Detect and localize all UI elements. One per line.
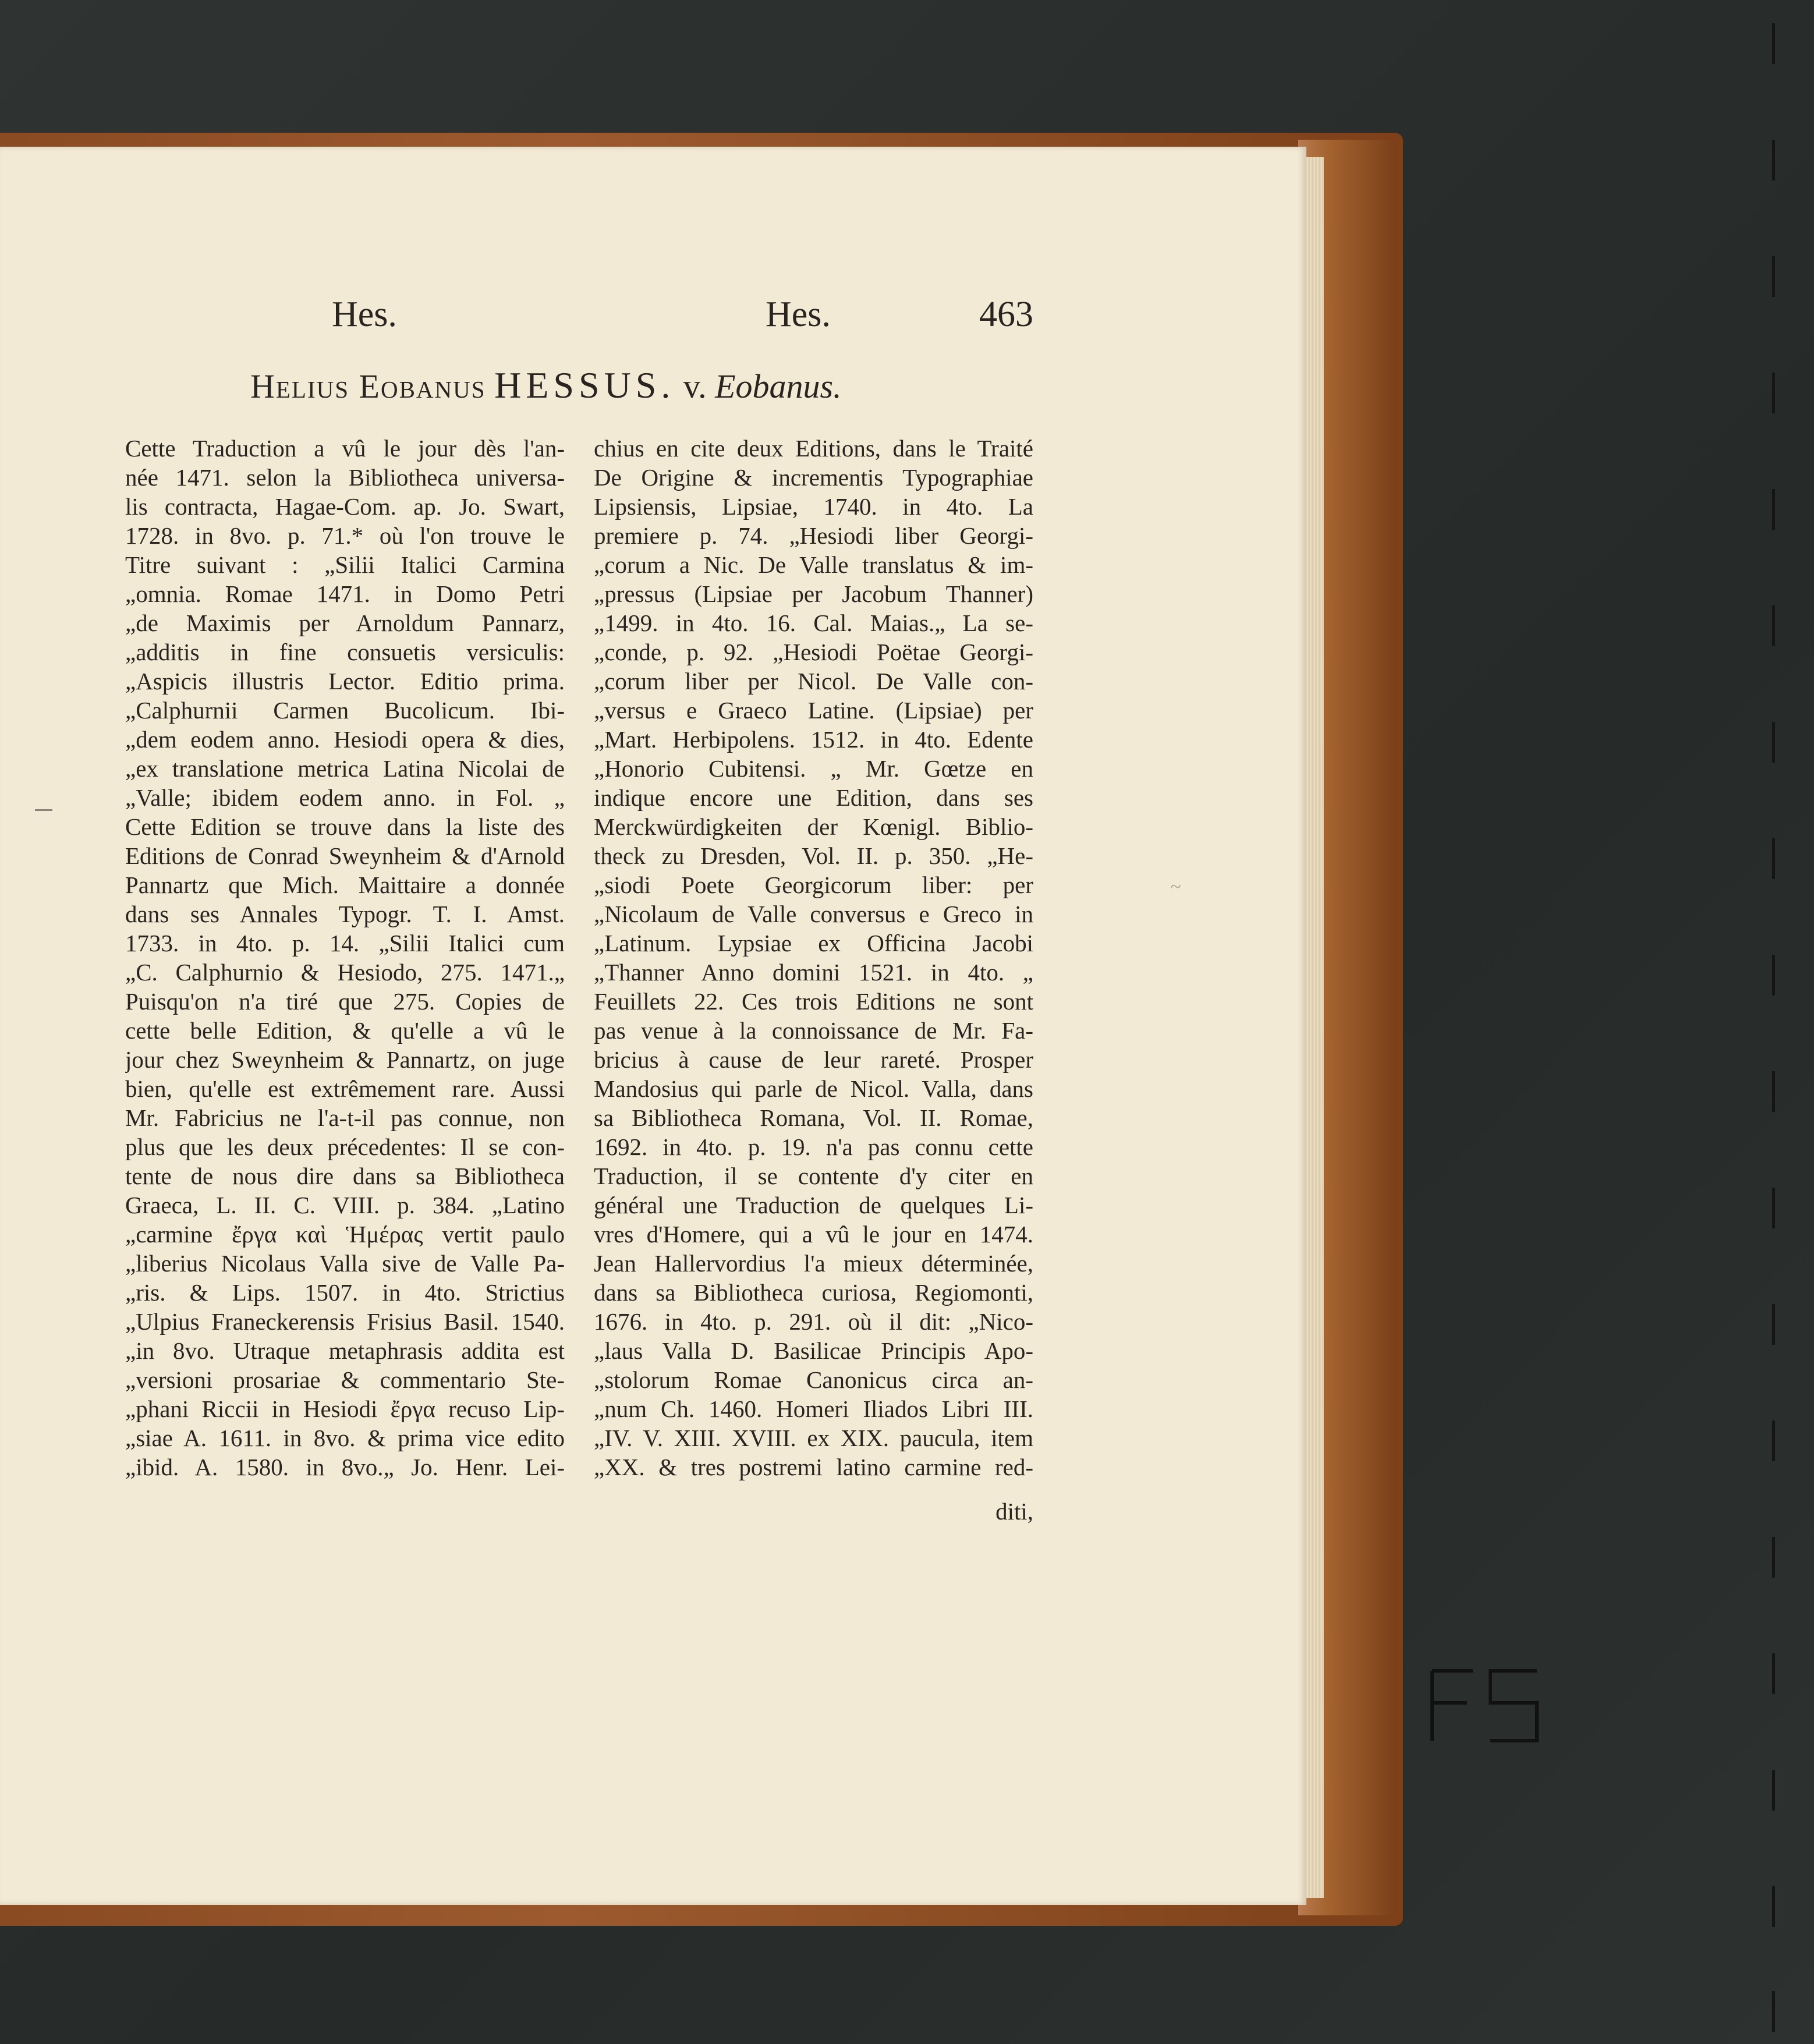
text-line: 1728. in 8vo. p. 71.* où l'on trouve le [125, 522, 565, 549]
scale-tick [1772, 605, 1775, 646]
text-line: Cette Edition se trouve dans la liste des [125, 813, 565, 840]
text-line: „carmine ἔργα καὶ Ἡμέρας vertit paulo [125, 1221, 565, 1248]
cross-ref-target: Eobanus. [715, 367, 842, 405]
text-line: „ibid. A. 1580. in 8vo.„ Jo. Henr. Lei- [125, 1454, 565, 1480]
text-line: Jean Hallervordius l'a mieux déterminée, [594, 1250, 1033, 1277]
scale-tick [1772, 1071, 1775, 1112]
entry-surname: HESSUS. [494, 364, 675, 406]
text-line: Traduction, il se contente d'y citer en [594, 1163, 1033, 1189]
text-line: premiere p. 74. „Hesiodi liber Georgi- [594, 522, 1033, 549]
scale-tick [1772, 1188, 1775, 1228]
text-line: „de Maximis per Arnoldum Pannarz, [125, 610, 565, 636]
text-line: lis contracta, Hagae-Com. ap. Jo. Swart, [125, 493, 565, 520]
running-head [326, 294, 1033, 346]
cross-ref-prefix: v. [683, 367, 707, 405]
scale-tick [1772, 722, 1775, 763]
text-line: indique encore une Edition, dans ses [594, 784, 1033, 811]
text-line: bricius à cause de leur rareté. Prosper [594, 1046, 1033, 1073]
text-line: „in 8vo. Utraque metaphrasis addita est [125, 1337, 565, 1364]
text-line: „XX. & tres postremi latino carmine red- [594, 1454, 1033, 1480]
text-line: général une Traduction de quelques Li- [594, 1192, 1033, 1218]
text-line: „Honorio Cubitensi. „ Mr. Gœtze en [594, 755, 1033, 782]
scale-tick [1772, 1653, 1775, 1694]
scale-tick [1772, 955, 1775, 996]
scale-tick [1772, 140, 1775, 180]
text-line: „Nicolaum de Valle conversus e Greco in [594, 901, 1033, 927]
text-line: „versus e Graeco Latine. (Lipsiae) per [594, 697, 1033, 724]
text-line: cette belle Edition, & qu'elle a vû le [125, 1017, 565, 1044]
scale-tick [1772, 1991, 1775, 2032]
entry-heading [250, 364, 1065, 416]
text-line: „omnia. Romae 1471. in Domo Petri [125, 580, 565, 607]
page-number: 463 [979, 295, 1033, 334]
text-line: jour chez Sweynheim & Pannartz, on juge [125, 1046, 565, 1073]
text-line: vres d'Homere, qui a vû le jour en 1474. [594, 1221, 1033, 1248]
text-line: De Origine & incrementis Typographiae [594, 464, 1033, 491]
text-line: Merckwürdigkeiten der Kœnigl. Biblio- [594, 813, 1033, 840]
scale-tick [1772, 373, 1775, 413]
scale-tick [1772, 256, 1775, 297]
text-line: „laus Valla D. Basilicae Principis Apo- [594, 1337, 1033, 1364]
text-line: „conde, p. 92. „Hesiodi Poëtae Georgi- [594, 639, 1033, 665]
scale-tick [1772, 489, 1775, 530]
text-line: chius en cite deux Editions, dans le Traité [594, 435, 1033, 462]
text-line: „IV. V. XIII. XVIII. ex XIX. paucula, item [594, 1425, 1033, 1451]
text-line: Cette Traduction a vû le jour dès l'an- [125, 435, 565, 462]
text-line: „pressus (Lipsiae per Jacobum Thanner) [594, 580, 1033, 607]
text-line: pas venue à la connoissance de Mr. Fa- [594, 1017, 1033, 1044]
scale-tick [1772, 1420, 1775, 1461]
text-line: „liberius Nicolaus Valla sive de Valle Pa- [125, 1250, 565, 1277]
fs-stamp-logo [1426, 1665, 1543, 1747]
scale-tick [1772, 1886, 1775, 1927]
text-line: „phani Riccii in Hesiodi ἔργα recuso Lip- [125, 1395, 565, 1422]
entry-name: Helius Eobanus [250, 367, 486, 405]
text-line: Feuillets 22. Ces trois Editions ne sont [594, 988, 1033, 1015]
text-line: „siae A. 1611. in 8vo. & prima vice edito [125, 1425, 565, 1451]
text-line: „versioni prosariae & commentario Ste- [125, 1366, 565, 1393]
text-line: „Valle; ibidem eodem anno. in Fol. „ [125, 784, 565, 811]
text-line: „Calphurnii Carmen Bucolicum. Ibi- [125, 697, 565, 724]
text-line: „siodi Poete Georgicorum liber: per [594, 872, 1033, 898]
text-line: Mr. Fabricius ne l'a-t-il pas connue, non [125, 1104, 565, 1131]
right-column [594, 434, 1033, 1482]
scale-tick [1772, 1537, 1775, 1578]
text-line: Puisqu'on n'a tiré que 275. Copies de [125, 988, 565, 1015]
text-line: sa Bibliotheca Romana, Vol. II. Romae, [594, 1104, 1033, 1131]
text-line: „1499. in 4to. 16. Cal. Maias.„ La se- [594, 610, 1033, 636]
text-line: Titre suivant : „Silii Italici Carmina [125, 551, 565, 578]
scale-tick [1772, 1770, 1775, 1811]
text-line: „Latinum. Lypsiae ex Officina Jacobi [594, 930, 1033, 957]
text-line: 1733. in 4to. p. 14. „Silii Italici cum [125, 930, 565, 957]
catchword: diti, [995, 1498, 1033, 1525]
pencil-mark: ~ [1170, 876, 1181, 898]
text-line: „dem eodem anno. Hesiodi opera & dies, [125, 726, 565, 753]
text-line: „additis in fine consuetis versiculis: [125, 639, 565, 665]
text-line: Graeca, L. II. C. VIII. p. 384. „Latino [125, 1192, 565, 1218]
text-line: Lipsiensis, Lipsiae, 1740. in 4to. La [594, 493, 1033, 520]
text-line: „Ulpius Franeckerensis Frisius Basil. 1540. [125, 1308, 565, 1335]
text-line: „Thanner Anno domini 1521. in 4to. „ [594, 959, 1033, 986]
text-line: „corum a Nic. De Valle translatus & im- [594, 551, 1033, 578]
text-line: dans sa Bibliotheca curiosa, Regiomonti, [594, 1279, 1033, 1306]
text-line: bien, qu'elle est extrêmement rare. Aussi [125, 1075, 565, 1102]
margin-mark [35, 809, 52, 811]
text-line: Pannartz que Mich. Maittaire a donnée [125, 872, 565, 898]
left-column [125, 434, 565, 1482]
text-line: Mandosius qui parle de Nicol. Valla, dans [594, 1075, 1033, 1102]
scale-tick [1772, 23, 1775, 64]
text-line: „Aspicis illustris Lector. Editio prima. [125, 668, 565, 695]
running-head-left: Hes. [332, 295, 397, 334]
text-line: „ex translatione metrica Latina Nicolai de [125, 755, 565, 782]
text-line: 1676. in 4to. p. 291. où il dit: „Nico- [594, 1308, 1033, 1335]
text-line: „corum liber per Nicol. De Valle con- [594, 668, 1033, 695]
scale-tick [1772, 838, 1775, 879]
text-line: Editions de Conrad Sweynheim & d'Arnold [125, 842, 565, 869]
text-line: „C. Calphurnio & Hesiodo, 275. 1471.„ [125, 959, 565, 986]
text-line: tente de nous dire dans sa Bibliotheca [125, 1163, 565, 1189]
text-line: 1692. in 4to. p. 19. n'a pas connu cette [594, 1133, 1033, 1160]
text-line: „Mart. Herbipolens. 1512. in 4to. Edente [594, 726, 1033, 753]
text-line: dans ses Annales Typogr. T. I. Amst. [125, 901, 565, 927]
text-line: „num Ch. 1460. Homeri Iliados Libri III. [594, 1395, 1033, 1422]
text-line: theck zu Dresden, Vol. II. p. 350. „He- [594, 842, 1033, 869]
scale-bar [1770, 0, 1787, 2044]
page-edges [1304, 157, 1324, 1898]
text-line: „stolorum Romae Canonicus circa an- [594, 1366, 1033, 1393]
text-line: plus que les deux précedentes: Il se con- [125, 1133, 565, 1160]
scale-tick [1772, 1304, 1775, 1345]
text-line: „ris. & Lips. 1507. in 4to. Strictius [125, 1279, 565, 1306]
text-line: née 1471. selon la Bibliotheca universa- [125, 464, 565, 491]
running-head-center: Hes. [766, 295, 831, 334]
